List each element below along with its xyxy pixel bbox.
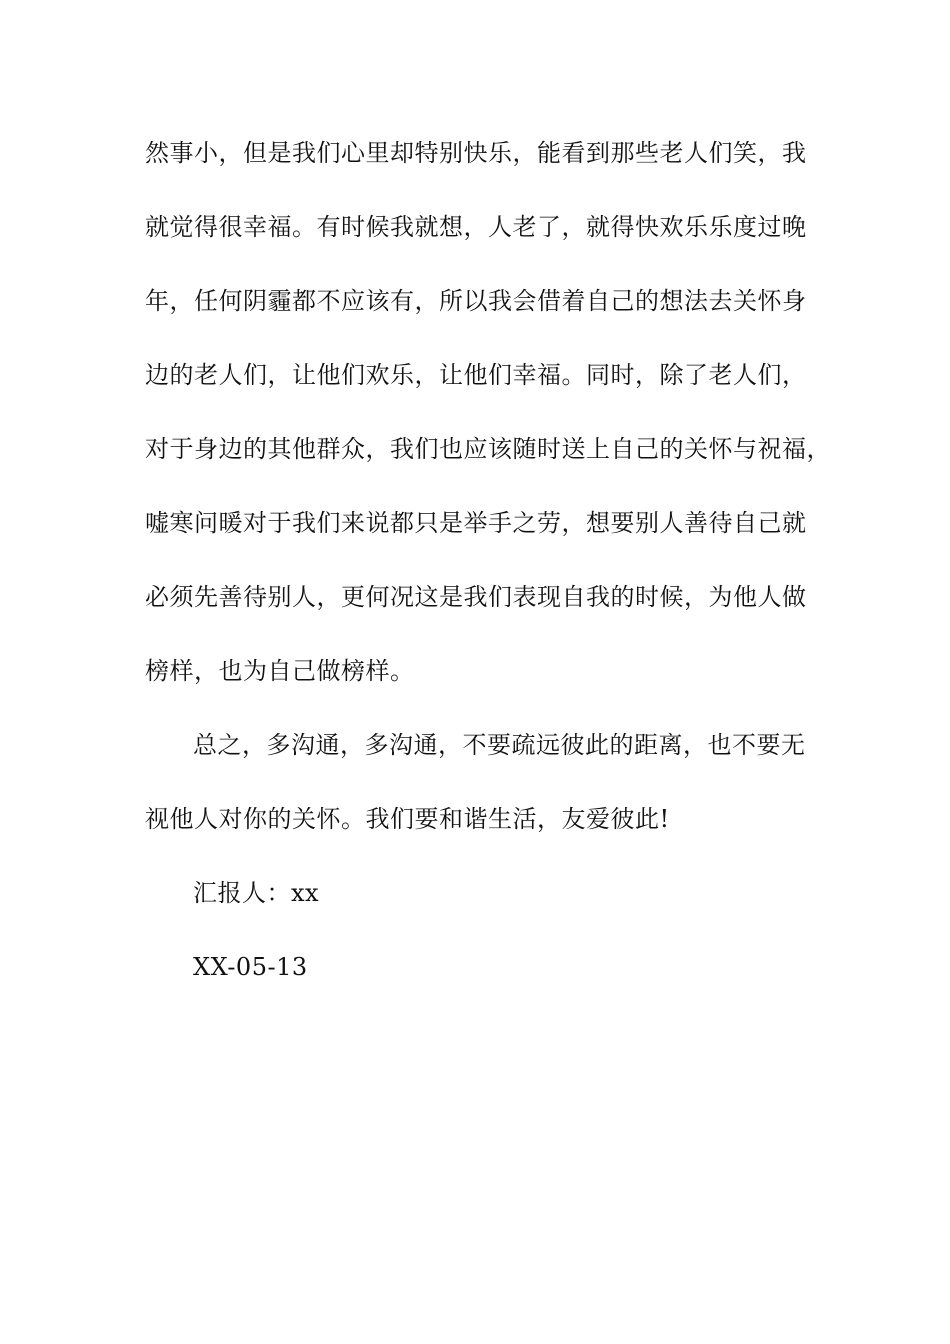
body-text-line: 对于身边的其他群众，我们也应该随时送上自己的关怀与祝福， [145, 435, 831, 463]
body-text-line: 榜样，也为自己做榜样。 [145, 657, 415, 685]
conclusion-paragraph-start: 总之，多沟通，多沟通，不要疏远彼此的距离，也不要无 [193, 731, 806, 759]
body-text-line: 边的老人们，让他们欢乐，让他们幸福。同时，除了老人们， [145, 361, 807, 389]
conclusion-paragraph-end: 视他人对你的关怀。我们要和谐生活，友爱彼此! [145, 805, 670, 833]
body-text-line: 年，任何阴霾都不应该有，所以我会借着自己的想法去关怀身 [145, 287, 807, 315]
body-text-line: 就觉得很幸福。有时候我就想，人老了，就得快欢乐乐度过晚 [145, 213, 807, 241]
reporter-signature: 汇报人：xx [193, 879, 320, 907]
body-text-line: 然事小，但是我们心里却特别快乐，能看到那些老人们笑，我 [145, 139, 807, 167]
body-text-line: 嘘寒问暖对于我们来说都只是举手之劳，想要别人善待自己就 [145, 509, 807, 537]
report-date: XX-05-13 [193, 953, 308, 981]
body-text-line: 必须先善待别人，更何况这是我们表现自我的时候，为他人做 [145, 583, 807, 611]
